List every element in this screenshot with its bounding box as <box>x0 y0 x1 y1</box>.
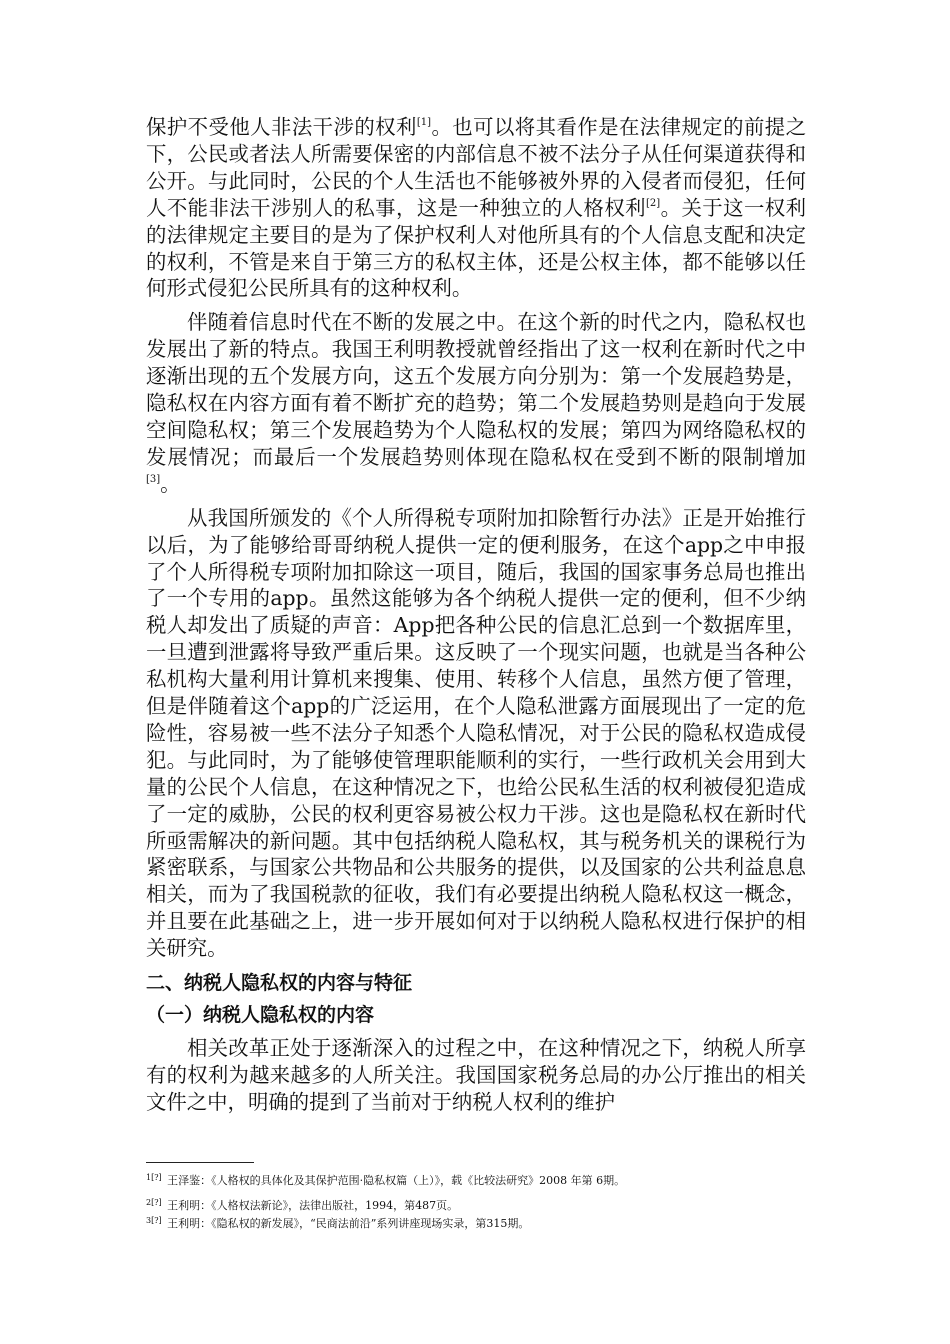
citation-1: [1] <box>416 117 432 128</box>
footnote-3-mark: 3[?] <box>146 1216 162 1225</box>
paragraph-1 <box>146 114 806 302</box>
footnote-3-text: 王利明：《隐私权的新发展》，“民商法前沿”系列讲座现场实录，第315期。 <box>167 1217 530 1230</box>
footnote-1 <box>146 1170 846 1188</box>
paragraph-4: 相关改革正处于逐渐深入的过程之中，在这种情况之下，纳税人所享有的权利为越来越多的人所关注。我国国家税务总局的办公厅推出的相关文件之中，明确的提到了当前对于纳税人权利的维护 <box>146 1036 806 1114</box>
citation-2: [2] <box>646 197 661 209</box>
footnotes <box>146 1170 846 1231</box>
footnote-divider <box>146 1162 254 1163</box>
paragraph-2-text-a: 伴随着信息时代在不断的发展之中。在这个新的时代之内，隐私权也发展出了新的特点。我国王利明教授就曾经指出了这一权利在新时代之中逐渐出现的五个发展方向，这五个发展方向分别为：第一个发展趋势是，隐私权在内容方面有着不断扩充的趋势；第二个发展趋势则是趋向于发展空间隐私权；第三个发展趋势为个人隐私权的发展；第四为网络隐私权的发展情况；而最后一个发展趋势则体现在隐私权在受到不断的限制增加 <box>146 310 806 469</box>
citation-3: [3] <box>146 473 161 485</box>
paragraph-1-text-c: 。关于这一权利的法律规定主要目的是为了保护权利人对他所具有的个人信息支配和决定的权利，不管是来自于第三方的私权主体，还是公权主体，都不能够以任何形式侵犯公民所具有的这种权利。 <box>146 195 807 301</box>
section-heading: 二、纳税人隐私权的内容与特征 <box>146 972 413 995</box>
subsection-heading: （一）纳税人隐私权的内容 <box>146 1004 375 1027</box>
footnote-1-text: 王泽鉴：《人格权的具体化及其保护范围·隐私权篇（上）》，载《比较法研究》2008 年第 6期。 <box>167 1174 626 1187</box>
footnote-3 <box>146 1213 846 1231</box>
paragraph-1-text-a: 保护不受他人非法干涉的权利 <box>146 115 417 139</box>
paragraph-2-text-b: 。 <box>160 471 181 496</box>
body-text <box>146 114 806 1116</box>
footnote-2 <box>146 1195 846 1213</box>
footnote-2-mark: 2[?] <box>146 1198 162 1207</box>
paragraph-3: 从我国所颁发的《个人所得税专项附加扣除暂行办法》正是开始推行以后，为了能够给哥哥纳税人提供一定的便利服务，在这个app之中申报了个人所得税专项附加扣除这一项目，随后，我国的国家事务总局也推出了一个专用的app。虽然这能够为各个纳税人提供一定的便利，但不少纳税人却发出了质疑的声音：App把各种公民的信息汇总到一个数据库里，一旦遭到泄露将导致严重后果。这反映了一个现实问题，也就是当各种公私机构大量利用计算机来搜集、使用、转移个人信息，虽然方便了管理，但是伴随着这个app的广泛运用，在个人隐私泄露方面展现出了一定的危险性，容易被一些不法分子知悉个人隐私情况，对于公民的隐私权造成侵犯。与此同时，为了能够使管理职能顺利的实行，一些行政机关会用到大量的公民个人信息，在这种情况之下，也给公民私生活的权利被侵犯造成了一定的威胁，公民的权利更容易被公权力干涉。这也是隐私权在新时代所亟需解决的新问题。其中包括纳税人隐私权，其与税务机关的课税行为紧密联系，与国家公共物品和公共服务的提供，以及国家的公共利益息息相关，而为了我国税款的征收，我们有必要提出纳税人隐私权这一概念，并且要在此基础之上，进一步开展如何对于以纳税人隐私权进行保护的相关研究。 <box>146 505 806 961</box>
paragraph-2 <box>146 309 806 497</box>
paragraph-1-text-b: 。也可以将其看作是在法律规定的前提之下，公民或者法人所需要保密的内部信息不被不法分子从任何渠道获得和公开。与此同时，公民的个人生活也不能够被外界的入侵者而侵犯，任何人不能非法干涉别人的私事，这是一种独立的人格权利 <box>146 115 807 220</box>
footnote-1-mark: 1[?] <box>146 1173 162 1182</box>
footnote-2-text: 王利明：《人格权法新论》，法律出版社，1994，第487页。 <box>167 1199 459 1212</box>
